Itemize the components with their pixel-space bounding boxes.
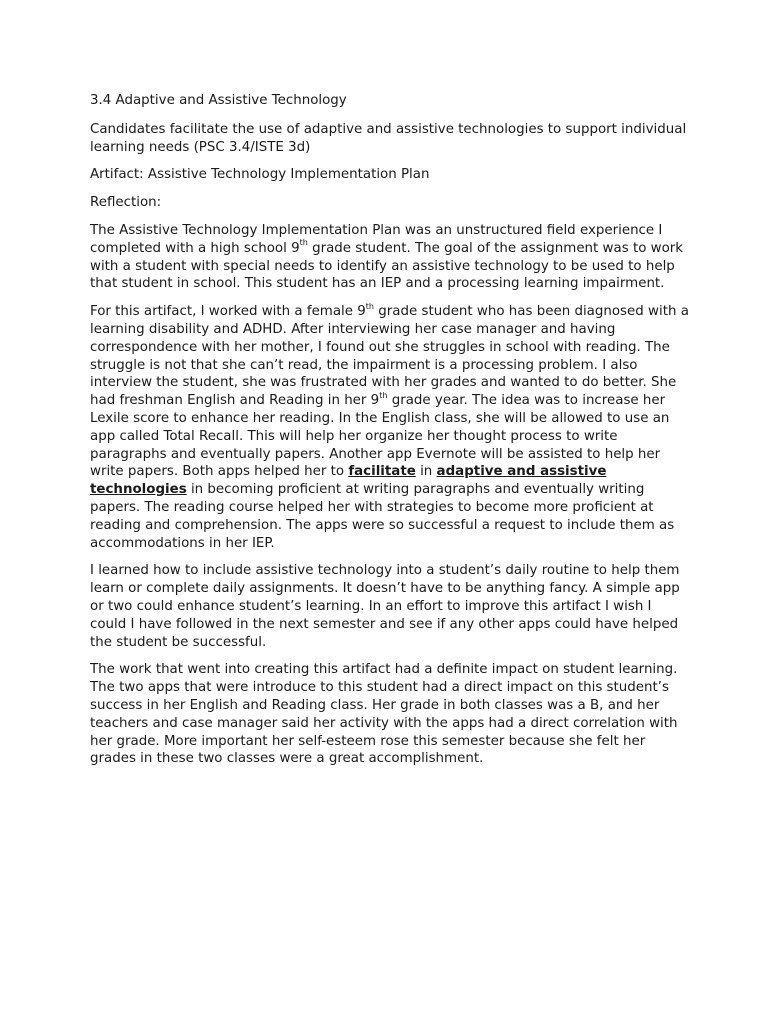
reflection-label: Reflection: [90, 195, 162, 211]
reflection-paragraph-1 [90, 222, 690, 293]
reflection-paragraph-2 [90, 303, 690, 552]
reflection-paragraph-4: The work that went into creating this artifact had a definite impact on student learning. The two apps that were introduce to this student had a direct impact on this student’s success in her English and Reading class. Her grade in both classes was a B, and her teachers and case manager said her activity with the apps had a direct correlation with her grade. More important her self-esteem rose this semester because she felt her grades in these two classes were a great accomplishment. [90, 662, 678, 767]
p2-text-c: grade year. The idea was to increase her Lexile score to enhance her reading. In the English class, she will be allowed to use an app called Total Recall. This will help her organize her thought process to write paragraphs and eventually papers. Another app Evernote will be assisted to help her write papers. Both apps helped her to [90, 393, 670, 480]
p2-text-d: in [415, 464, 437, 480]
p2-text-a: For this artifact, I worked with a female 9 [90, 304, 366, 320]
p2-text-b: grade student who has been diagnosed with a learning disability and ADHD. After interviewing her case manager and having correspondence with her mother, I found out she struggles in school with reading. The struggle is not that she can’t read, the impairment is a processing problem. I also interview the student, she was frustrated with her grades and wanted to do better. She had freshman English and Reading in her 9 [90, 304, 689, 409]
reflection-paragraph-3: I learned how to include assistive technology into a student’s daily routine to help them learn or complete daily assignments. It doesn’t have to be anything fancy. A simple app or two could enhance student’s learning. In an effort to improve this artifact I wish I could I have followed in the next semester and see if any other apps could have helped the student be successful. [90, 563, 680, 650]
p1-superscript: th [299, 238, 308, 248]
keyword-facilitate: facilitate [348, 464, 416, 480]
p1-text-a: The Assistive Technology Implementation Plan was an unstructured field experience I completed with a high school 9 [90, 222, 663, 256]
document-page [90, 92, 690, 778]
p2-text-e: in becoming proficient at writing paragraphs and eventually writing papers. The reading course helped her with strategies to become more proficient at reading and comprehension. The apps were so successful a request to include them as accommodations in her IEP. [90, 482, 675, 551]
section-heading: 3.4 Adaptive and Assistive Technology [90, 93, 347, 108]
artifact-line: Artifact: Assistive Technology Implementation Plan [90, 167, 430, 183]
keyword-adaptive-assistive: adaptive and assistive technologies [90, 464, 607, 498]
standard-statement: Candidates facilitate the use of adaptive and assistive technologies to support individual learning needs (PSC 3.4/ISTE 3d) [90, 121, 687, 155]
p1-text-b: grade student. The goal of the assignment was to work with a student with special needs to identify an assistive technology to be used to help that student in school. This student has an IEP and a processing learning impairment. [90, 240, 684, 292]
p2-superscript-2: th [379, 390, 388, 400]
p2-superscript-1: th [365, 301, 375, 311]
